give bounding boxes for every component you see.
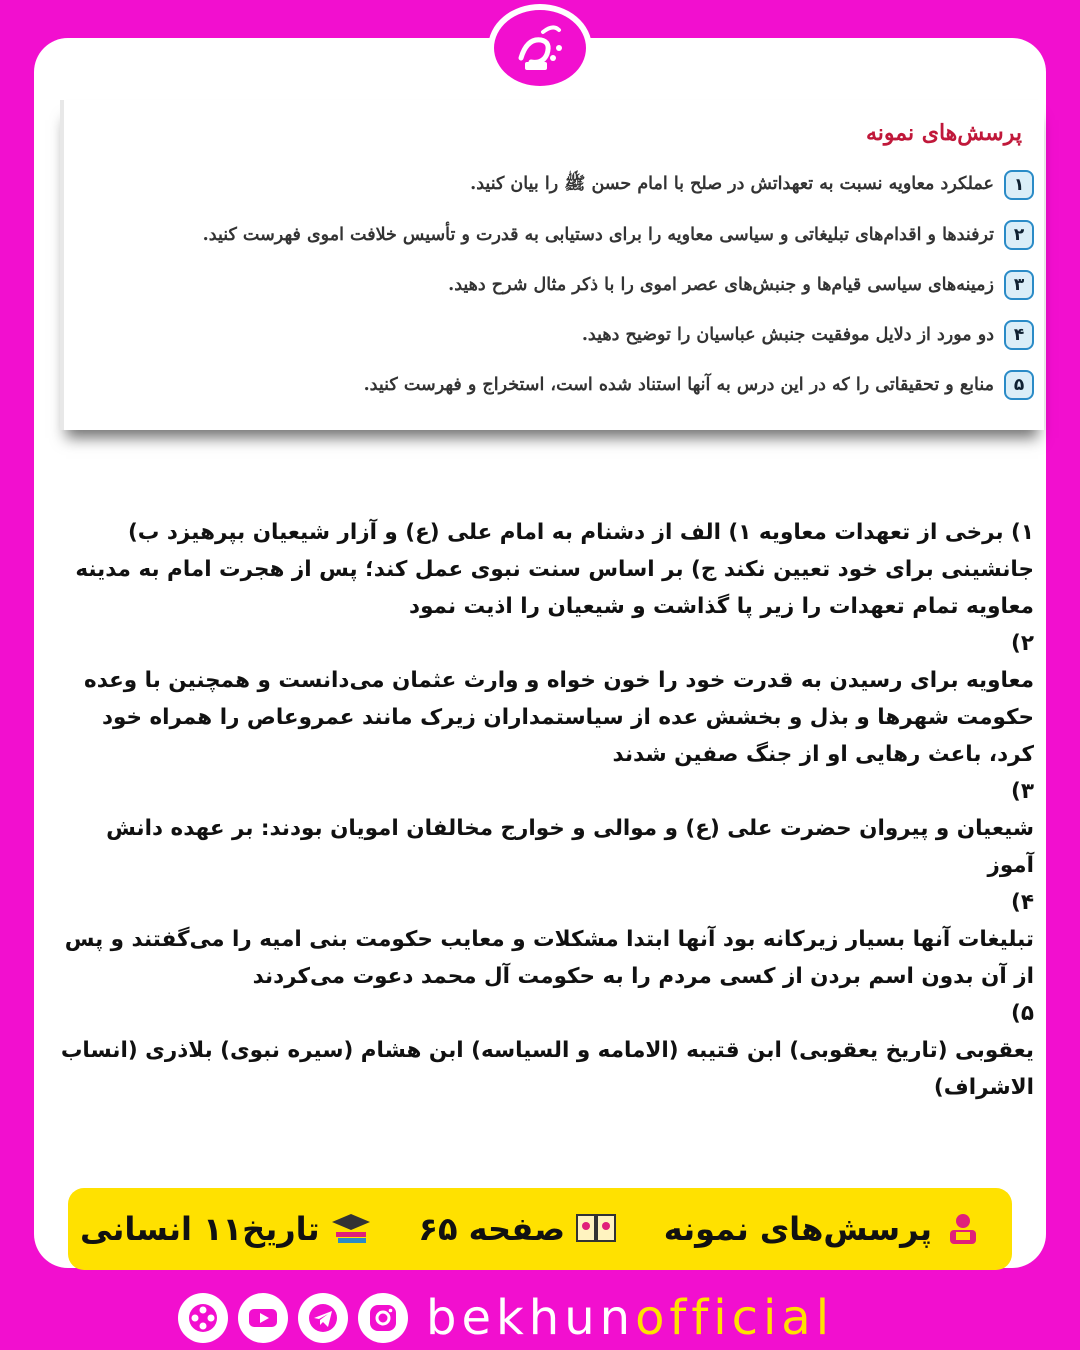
question-row	[78, 260, 1034, 310]
answer-2: معاویه برای رسیدن به قدرت خود را خون خواه و وارث عثمان می‌دانست و همچنین با وعده حکومت شهرها و بذل و بخشش عده از سیاستمداران زیرک مانند عمروعاص را همراه خود کرد، باعث رهایی او از جنگ صفین شدند	[84, 668, 1034, 767]
answer-4: تبلیغات آنها بسیار زیرکانه بود آنها ابتدا مشکلات و معایب حکومت بنی امیه را می‌گفتند و پس از آن بدون اسم بردن از کسی مردم را به حکومت آل محمد دعوت می‌کردند	[64, 927, 1034, 989]
question-text: عملکرد معاویه نسبت به تعهداتش در صلح با امام حسن ﷺ را بیان کنید.	[470, 174, 994, 194]
youtube-icon[interactable]	[238, 1293, 288, 1343]
question-number: ۱	[1004, 170, 1034, 200]
footer-topic: پرسش‌های نمونه	[664, 1210, 984, 1248]
textbook-scan	[60, 100, 1044, 430]
teacher-icon	[942, 1212, 984, 1246]
answer-1: ۱) برخی از تعهدات معاویه ۱) الف از دشنام به امام علی (ع) و آزار شیعیان بپرهیزد ب) جانشینی برای خود تعیین نکند ج) بر اساس سنت نبوی عمل کند؛ پس از هجرت امام به مدینه معاویه تمام تعهدات را زیر پا گذاشت و شیعیان را اذیت نمود	[75, 520, 1034, 619]
answer-3-number: ۳)	[1011, 779, 1034, 804]
question-number: ۲	[1004, 220, 1034, 250]
question-text: زمینه‌های سیاسی قیام‌ها و جنبش‌های عصر اموی را با ذکر مثال شرح دهید.	[448, 275, 994, 295]
open-book-icon	[575, 1212, 617, 1246]
question-text: منابع و تحقیقاتی را که در این درس به آنها استناد شده است، استخراج و فهرست کنید.	[363, 375, 994, 395]
footer-course: تاریخ۱۱ انسانی	[80, 1210, 372, 1248]
question-row	[78, 160, 1034, 210]
answer-4-number: ۴)	[1011, 890, 1034, 915]
bekhun-logo-icon	[507, 18, 573, 78]
footer-info-bar	[68, 1188, 1012, 1270]
brand-logo	[488, 4, 592, 92]
question-text: دو مورد از دلایل موفقیت جنبش عباسیان را توضیح دهید.	[581, 325, 994, 345]
telegram-icon[interactable]	[298, 1293, 348, 1343]
answer-3: شیعیان و پیروان حضرت علی (ع) و موالی و خوارج مخالفان امویان بودند: بر عهده دانش آموز	[106, 816, 1034, 878]
question-number: ۳	[1004, 270, 1034, 300]
graduation-books-icon	[330, 1212, 372, 1246]
question-number: ۴	[1004, 320, 1034, 350]
social-handle[interactable]: bekhunofficial	[426, 1290, 835, 1346]
instagram-icon[interactable]	[358, 1293, 408, 1343]
answer-5-number: ۵)	[1011, 1001, 1034, 1026]
answer-2-number: ۲)	[1011, 631, 1034, 656]
question-number: ۵	[1004, 370, 1034, 400]
answers-block	[54, 514, 1034, 1106]
answer-5: یعقوبی (تاریخ یعقوبی) ابن قتیبه (الامامه و السیاسه) ابن هشام (سیره نبوی) بلاذری (انساب الاشراف)	[60, 1038, 1034, 1100]
question-row	[78, 310, 1034, 360]
question-row	[78, 210, 1034, 260]
footer-page: صفحه ۶۵	[418, 1210, 617, 1248]
film-reel-icon[interactable]	[178, 1293, 228, 1343]
scan-title: پرسش‌های نمونه	[865, 120, 1022, 146]
question-row	[78, 360, 1034, 410]
question-text: ترفندها و اقدام‌های تبلیغاتی و سیاسی معاویه را برای دستیابی به قدرت و تأسیس خلافت اموی فهرست کنید.	[202, 225, 994, 245]
social-bar	[178, 1286, 918, 1350]
